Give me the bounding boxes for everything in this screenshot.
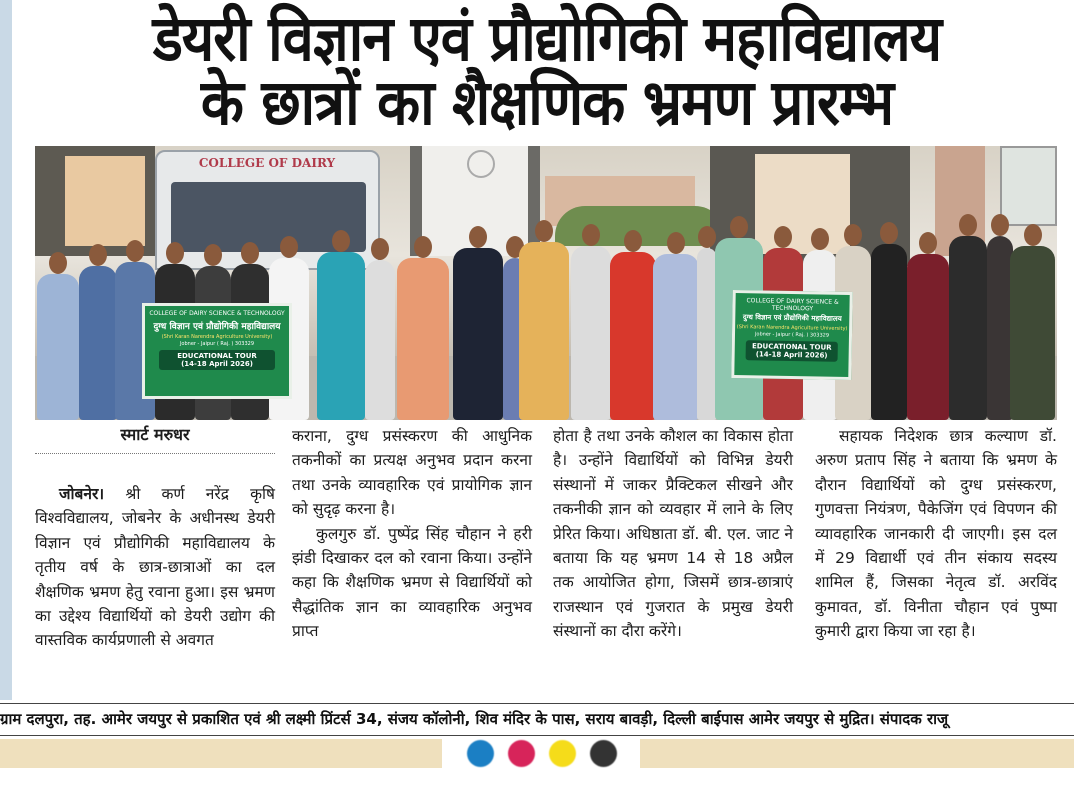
person xyxy=(907,254,949,420)
banner-tour-label: EDUCATIONAL TOUR xyxy=(177,352,257,360)
person xyxy=(949,236,987,420)
article-column-2 xyxy=(292,424,532,644)
headline-line-1: डेयरी विज्ञान एवं प्रौद्योगिकी महाविद्यालय xyxy=(152,2,942,76)
clock-icon xyxy=(467,150,495,178)
educational-tour-banner-right xyxy=(731,290,853,380)
article-column-1 xyxy=(35,424,275,653)
headline-line-2: के छात्रों का शैक्षणिक भ्रमण प्रारम्भ xyxy=(200,66,894,140)
registration-dot-black xyxy=(590,740,617,767)
headline xyxy=(20,0,1074,140)
person xyxy=(571,246,611,420)
educational-tour-banner-left xyxy=(142,303,292,399)
dateline: जोबनेर। xyxy=(59,485,105,503)
person xyxy=(697,248,717,420)
person xyxy=(397,258,449,420)
article-paragraph: होता है तथा उनके कौशल का विकास होता है। उन्होंने विद्यार्थियों को विभिन्न डेयरी संस्थानों में जाकर प्रैक्टिकल सीखने और तकनीकी ज्ञान को व्यवहार में लाने के लिए प्रेरित किया। अधिष्ठाता डॉ. बी. एल. जाट ने बताया कि यह भ्रमण 14 से 18 अप्रैल तक आयोजित होगा, जिसमें छात्र-छात्राएं राजस्थान एवं गुजरात के प्रमुख डेयरी संस्थानों का दौरा करेंगे। xyxy=(553,427,793,641)
person xyxy=(610,252,656,420)
banner-college-hi: दुग्ध विज्ञान एवं प्रौद्योगिकी महाविद्यालय xyxy=(742,313,842,323)
person xyxy=(79,266,117,420)
banner-tour-dates: (14-18 April 2026) xyxy=(181,360,253,368)
bus-sign: COLLEGE OF DAIRY xyxy=(198,156,336,170)
banner-tour-dates: (14-18 April 2026) xyxy=(755,350,828,360)
byline: स्मार्ट मरुधर xyxy=(120,425,190,444)
margin-bar-left xyxy=(0,739,442,768)
banner-tour xyxy=(159,350,274,370)
person xyxy=(1010,246,1055,420)
paragraph-text: श्री कर्ण नरेंद्र कृषि विश्वविद्यालय, जोबनेर के अधीनस्थ डेयरी विज्ञान एवं प्रौद्योगिकी महाविद्यालय के तृतीय वर्ष के छात्र-छात्राओं का दल शैक्षणिक भ्रमण हेतु रवाना हुआ। इस भ्रमण का उद्देश्य विद्यार्थियों को डेयरी उद्योग की वास्तविक कार्यप्रणाली से अवगत xyxy=(35,485,275,650)
printer-imprint-line: ग्राम दलपुरा, तह. आमेर जयपुर से प्रकाशित एवं श्री लक्ष्मी प्रिंटर्स 34, संजय कॉलोनी, शिव मंदिर के पास, सराय बावड़ी, दिल्ली बाईपास आमेर जयपुर से मुद्रित। संपादक राजू xyxy=(0,703,1074,736)
article-paragraph: कुलगुरु डॉ. पुष्पेंद्र सिंह चौहान ने हरी झंडी दिखाकर दल को रवाना किया। उन्होंने कहा कि शैक्षणिक भ्रमण से विद्यार्थियों को सैद्धांतिक ज्ञान का व्यावहारिक अनुभव प्राप्त xyxy=(292,524,532,641)
page-edge-strip xyxy=(0,0,12,700)
banner-college-en: COLLEGE OF DAIRY SCIENCE & TECHNOLOGY xyxy=(149,310,285,317)
banner-tour-label: EDUCATIONAL TOUR xyxy=(751,342,832,352)
person xyxy=(519,242,569,420)
margin-bar-right xyxy=(640,739,1074,768)
registration-dot-cyan xyxy=(467,740,494,767)
banner-address: Jobner - Jaipur ( Raj. ) 303329 xyxy=(179,341,255,347)
person xyxy=(37,274,79,420)
banner-address: Jobner - Jaipur ( Raj. ) 303329 xyxy=(754,331,830,339)
article-column-3 xyxy=(553,424,793,644)
banner-college-en: COLLEGE OF DAIRY SCIENCE & TECHNOLOGY xyxy=(746,297,839,313)
article-body xyxy=(35,424,1057,694)
registration-dot-yellow xyxy=(549,740,576,767)
group-photo xyxy=(35,146,1057,420)
registration-dot-magenta xyxy=(508,740,535,767)
article-column-4 xyxy=(815,424,1057,644)
byline-divider xyxy=(35,450,275,454)
person xyxy=(317,252,365,420)
person xyxy=(453,248,503,420)
person xyxy=(653,254,699,420)
banner-university: (Shri Karan Narendra Agriculture University) xyxy=(736,324,848,332)
person xyxy=(365,260,395,420)
banner-college-hi: दुग्ध विज्ञान एवं प्रौद्योगिकी महाविद्यालय xyxy=(153,322,281,332)
article-paragraph: कराना, दुग्ध प्रसंस्करण की आधुनिक तकनीकों का प्रत्यक्ष अनुभव प्रदान करना तथा उनके व्यावहारिक एवं प्रायोगिक ज्ञान को सुदृढ़ करना है। xyxy=(292,427,532,519)
banner-tour xyxy=(746,340,838,362)
banner-university: (Shri Karan Narendra Agriculture University) xyxy=(161,334,273,340)
article-paragraph xyxy=(35,482,275,653)
article-paragraph: सहायक निदेशक छात्र कल्याण डॉ. अरुण प्रताप सिंह ने बताया कि भ्रमण के दौरान विद्यार्थियों को दुग्ध प्रसंस्करण, गुणवत्ता नियंत्रण, पैकेजिंग एवं विपणन की व्यावहारिक जानकारी दी जाएगी। इस दल में 29 विद्यार्थी एवं तीन संकाय सदस्य शामिल हैं, जिसका नेतृत्व डॉ. अरविंद कुमावत, डॉ. विनीता चौहान एवं पुष्पा कुमारी द्वारा किया जा रहा है। xyxy=(815,427,1057,641)
person xyxy=(871,244,907,420)
building-window xyxy=(1000,146,1057,226)
